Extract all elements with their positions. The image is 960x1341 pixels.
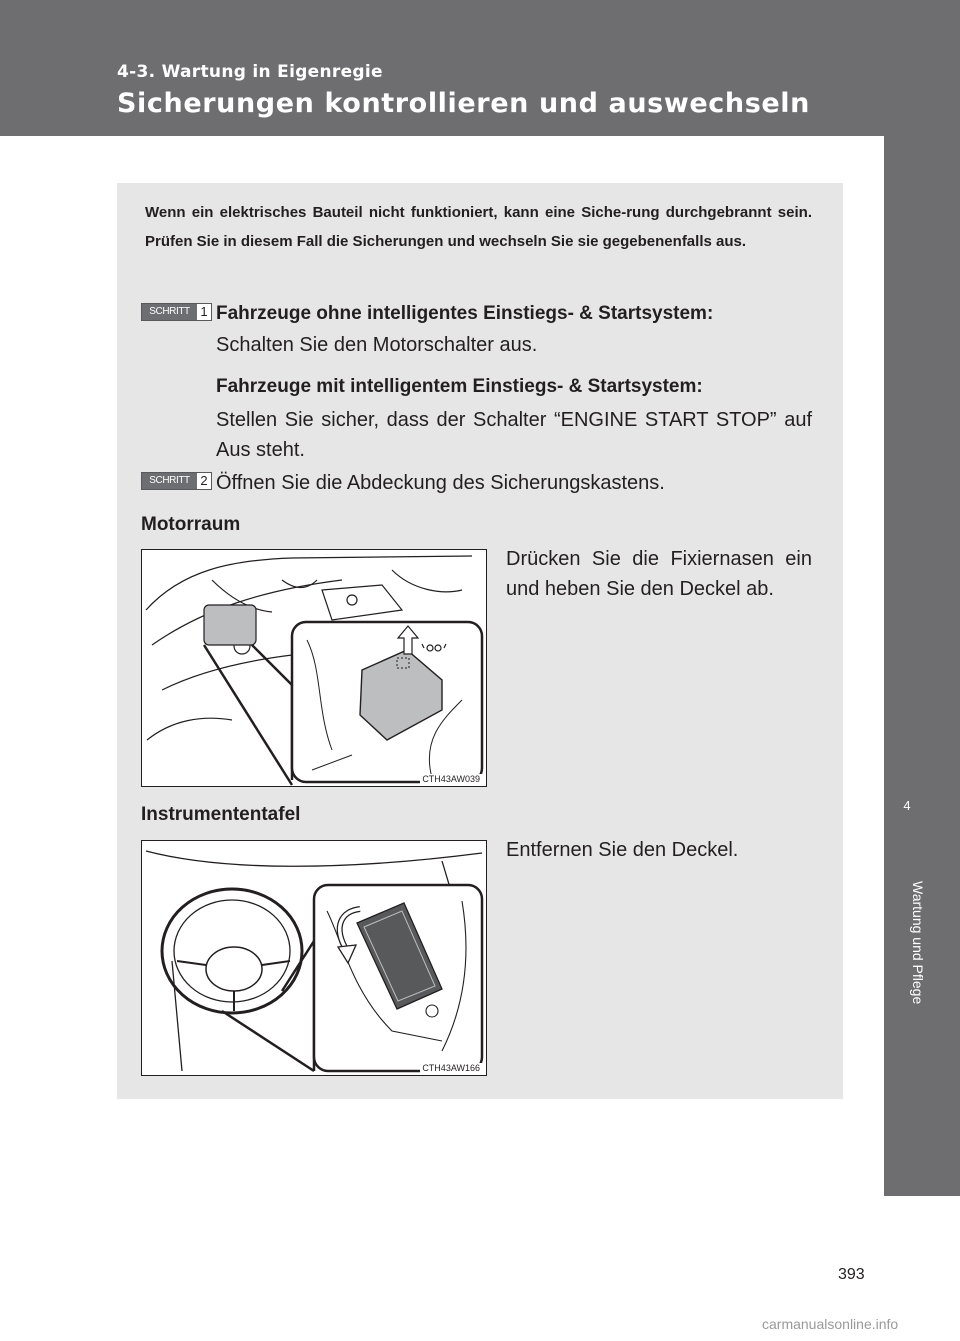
step-1-badge [141,303,212,321]
instrument-panel-instruction: Entfernen Sie den Deckel. [506,839,739,861]
instrument-panel-heading: Instrumententafel [141,804,301,825]
engine-compartment-illustration [142,550,486,786]
step-1-text-with-smart-entry: Stellen Sie sicher, dass der Schalter “ENGINE START STOP” auf Aus steht. [216,409,812,461]
instrument-panel-fuse-figure [141,840,487,1076]
steering-wheel-icon [162,889,302,1013]
step-badge-number: 1 [200,304,208,319]
figure-code: CTH43AW166 [422,1063,480,1073]
page-header [0,0,960,136]
fuse-box-cover-overview [204,605,256,645]
section-label: 4-3. Wartung in Eigenregie [117,62,383,82]
instrument-panel-illustration [142,841,486,1075]
chapter-number: 4 [903,798,911,813]
page-title: Sicherungen kontrollieren und auswechseln [117,88,810,119]
step-1-heading-without-smart-entry: Fahrzeuge ohne intelligentes Einstiegs- & Startsystem: [216,303,714,324]
watermark[interactable]: carmanualsonline.info [762,1316,899,1332]
chapter-title: Wartung und Pflege [910,881,926,1005]
step-1-text-without-smart-entry: Schalten Sie den Motorschalter aus. [216,334,538,356]
step-2-text: Öffnen Sie die Abdeckung des Sicherungskastens. [216,472,665,494]
page-number: 393 [838,1266,865,1283]
step-badge-label: SCHRITT [142,304,197,320]
step-badge-number: 2 [200,473,208,488]
engine-fuse-box-figure [141,549,487,787]
intro-paragraph: Wenn ein elektrisches Bauteil nicht funktioniert, kann eine Siche-rung durchgebrannt sein. Prüfen Sie in diesem Fall die Sicherungen und wechseln Sie sie gegebenenfalls aus. [145,204,812,250]
figure-code: CTH43AW039 [422,774,480,784]
step-2-badge [141,472,212,490]
engine-compartment-instruction: Drücken Sie die Fixiernasen ein und heben Sie den Deckel ab. [506,548,812,600]
chapter-tab[interactable] [884,136,960,1196]
step-badge-label: SCHRITT [142,473,197,489]
step-1-heading-with-smart-entry: Fahrzeuge mit intelligentem Einstiegs- & Startsystem: [216,376,703,397]
engine-compartment-heading: Motorraum [141,514,241,535]
